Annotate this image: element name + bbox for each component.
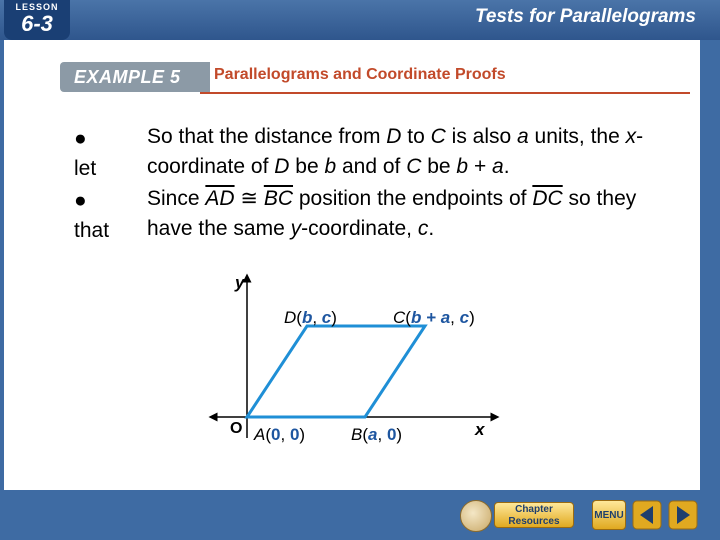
bullet-let — [74, 124, 96, 184]
paragraph-distance: So that the distance from D to C is also a units, the x-coordinate of D be b and of C be b + a. — [147, 125, 644, 178]
bullet-that — [74, 186, 109, 246]
lesson-title: Tests for Parallelograms — [474, 6, 696, 27]
bullet-word: that — [74, 219, 110, 242]
point-b-label: B(a, 0) — [351, 425, 403, 444]
header-bar — [0, 0, 720, 40]
example-divider — [200, 92, 690, 94]
lesson-badge — [4, 0, 70, 40]
chapter-resources-icon — [460, 500, 492, 532]
chapter-resources-button[interactable] — [460, 498, 578, 532]
x-axis-label: x — [475, 420, 485, 439]
coordinate-graph — [195, 260, 505, 450]
lesson-number: 6-3 — [21, 11, 53, 36]
point-c-label: C(b + a, c) — [393, 308, 475, 327]
y-axis-label: y — [235, 273, 245, 292]
point-a-label: A(0, 0) — [254, 425, 306, 444]
menu-button[interactable]: MENU — [592, 500, 626, 530]
example-label: EXAMPLE 5 — [74, 67, 181, 87]
example-title: Parallelograms and Coordinate Proofs — [214, 66, 506, 83]
right-arrow-icon[interactable] — [668, 500, 698, 530]
left-border — [0, 40, 4, 500]
parallelogram-shape — [247, 326, 425, 417]
bullet-marker: ● — [74, 127, 87, 150]
origin-label: O — [230, 420, 243, 437]
bullet-marker: ● — [74, 189, 87, 212]
right-border — [700, 40, 720, 500]
lesson-word: LESSON — [15, 2, 59, 12]
paragraph-congruent: Since $\overline{AD}$ ≅ $\overline{BC}$ position the endpoints of $\overline{DC}$ so they have the same y-coordinate, c. — [147, 187, 637, 240]
chapter-resources-label: Chapter Resources — [494, 502, 574, 528]
bullet-word: let — [74, 157, 97, 180]
left-arrow-icon[interactable] — [632, 500, 662, 530]
point-d-label: D(b, c) — [284, 308, 337, 327]
